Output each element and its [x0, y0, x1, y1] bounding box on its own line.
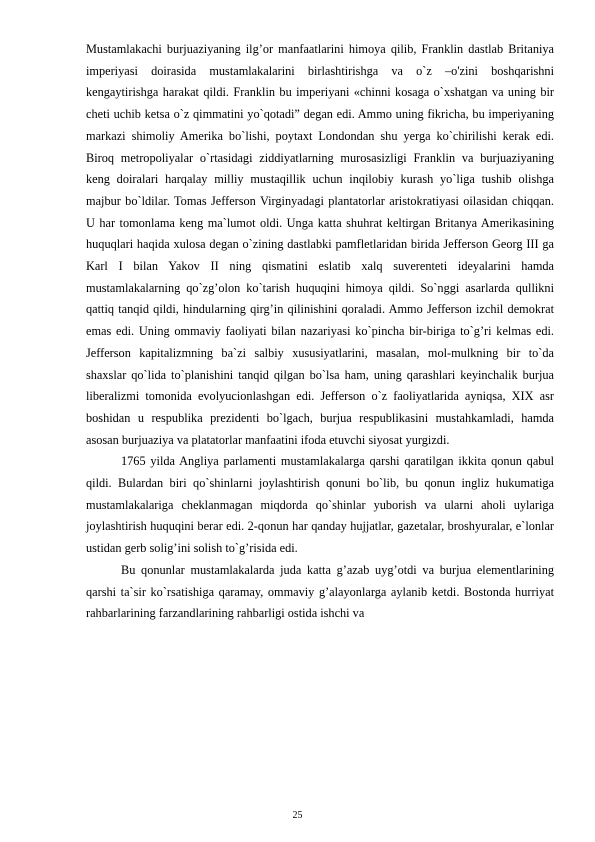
document-page [86, 39, 554, 625]
paragraph-1765-laws: 1765 yilda Angliya parlamenti mustamlakalarga qarshi qaratilgan ikkita qonun qabul qildi. Bulardan biri qo`shinlarni joylashtirish qonuni bo`lib, bu qonun ingliz hukumatiga mustamlakalariga cheklanmagan miqdorda qo`shinlar yuborish va ularni aholi uylariga joylashtirish huquqini berar edi. 2-qonun har qanday hujjatlar, gazetalar, broshyuralar, e`lonlar ustidan gerb solig’ini solish to`g’risida edi. [86, 454, 554, 556]
paragraph-franklin-jefferson: Mustamlakachi burjuaziyaning ilg’or manfaatlarini himoya qilib, Franklin dastlab Britaniya imperiyasi doirasida mustamlakalarini birlashtirishga va o`z –o'zini boshqarishni kengaytirishga harakat qildi. Franklin bu imperiyani «chinni kosaga o`xshatgan va uning bir cheti uchib ketsa o`z qimmatini yo`qotadi” degan edi. Ammo uning fikricha, bu imperiyaning markazi shimoliy Amerika bo`lishi, poytaxt Londondan shu yerga ko`chirilishi kerak edi. Biroq metropoliyalar o`rtasidagi ziddiyatlarning murosasizligi Franklin va burjuaziyaning keng doiralari harqalay milliy mustaqillik uchun inqilobiy kurash yo`liga tushib olishga majbur bo`ldilar. Tomas Jefferson Virginyadagi plantatorlar aristokratiyasi oilasidan chiqqan. U har tomonlama keng ma`lumot oldi. Unga katta shuhrat keltirgan Britanya Amerikasining huquqlari haqida xulosa degan o`zining dastlabki pamfletlaridan birida Jefferson Georg III ga Karl I bilan Yakov II ning qismatini eslatib xalq suverenteti ideyalarini hamda mustamlakalarning qo`zg’olon ko`tarish huquqini himoya qildi. So`nggi asarlarda qullikni qattiq tanqid qildi, hindularning qirg’in qilinishini qoraladi. Ammo Jefferson izchil demokrat emas edi. Uning ommaviy faoliyati bilan nazariyasi ko`pincha bir-biriga to`g’ri kelmas edi. Jefferson kapitalizmning ba`zi salbiy xususiyatlarini, masalan, mol-mulkning bir to`da shaxslar qo`lida to`planishini tanqid qilgan bo`lsa ham, uning qarashlari keyinchalik burjua liberalizmi tomonida evolyucionlashgan edi. Jefferson o`z faoliyatlarida ayniqsa, XIX asr boshidan u respublika prezidenti bo`lgach, burjua respublikasini mustahkamladi, hamda asosan burjuaziya va platatorlar manfaatini ifoda etuvchi siyosat yurgizdi. [86, 42, 554, 447]
page-number: 25 [292, 810, 303, 821]
paragraph-colonial-unrest: Bu qonunlar mustamlakalarda juda katta g’azab uyg’otdi va burjua elementlarining qarshi ta`sir ko`rsatishiga qaramay, ommaviy g’alayonlarga aylanib ketdi. Bostonda hurriyat rahbarlarining farzandlarining rahbarligi ostida ishchi va [86, 562, 554, 621]
